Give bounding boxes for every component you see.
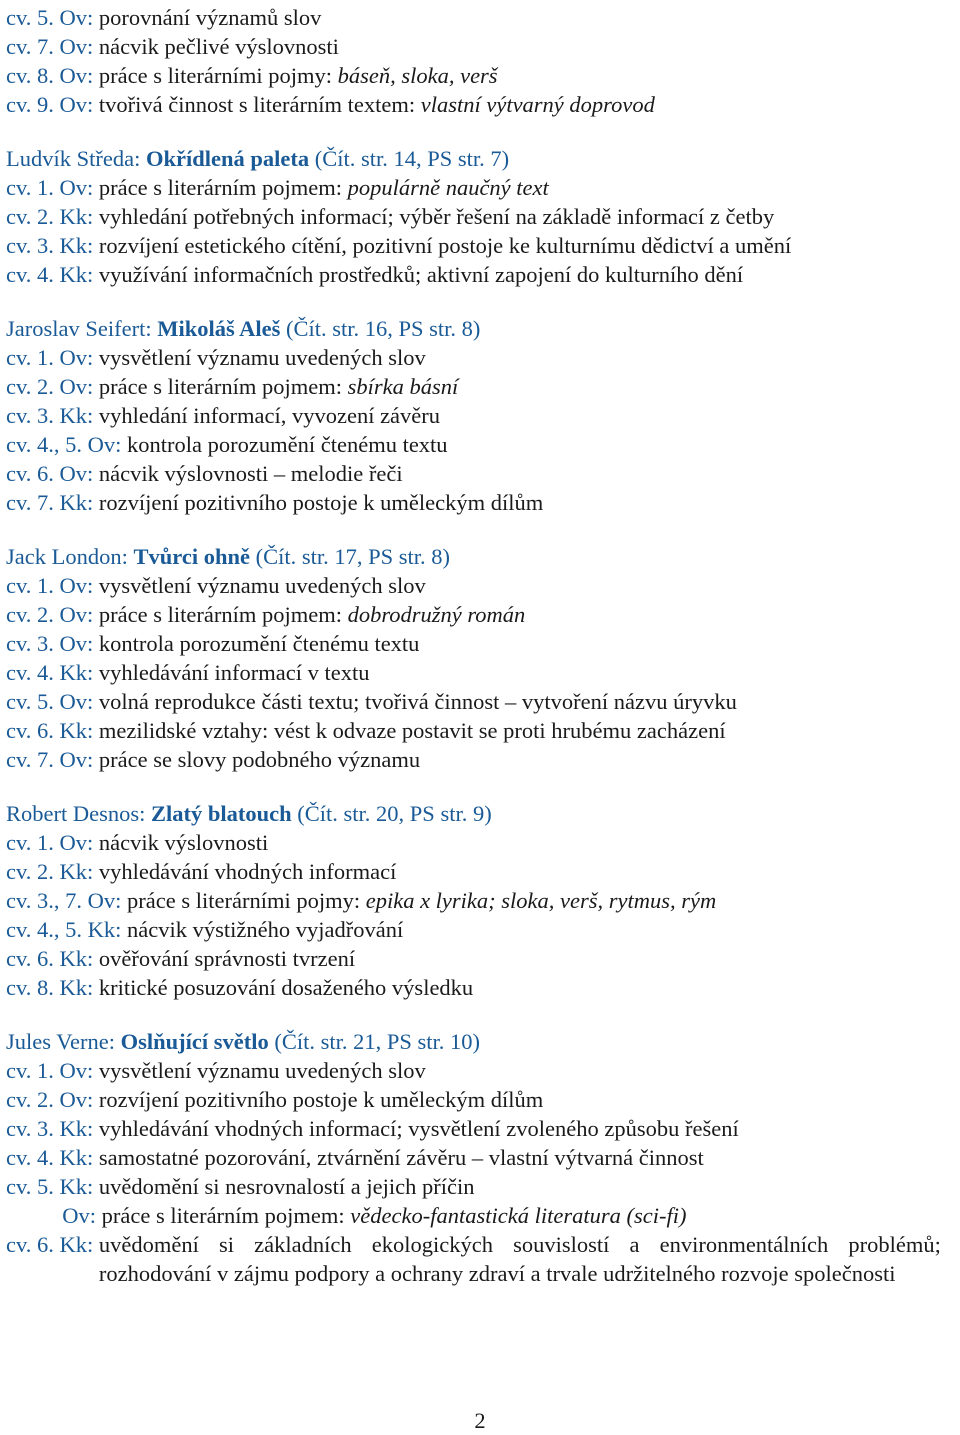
exercise-item: [6, 90, 956, 119]
section: [6, 799, 956, 1002]
exercise-description: vyhledání informací, vyvození závěru: [98, 403, 441, 428]
exercise-description: mezilidské vztahy: vést k odvaze postavit se proti hrubému zacházení: [98, 718, 726, 743]
exercise-label: cv. 5. Kk:: [6, 1174, 99, 1199]
exercise-item: [6, 600, 956, 629]
exercise-description: využívání informačních prostředků; aktivní zapojení do kulturního dění: [98, 262, 744, 287]
exercise-text: [99, 32, 339, 61]
exercise-text: [99, 173, 549, 202]
exercise-label: cv. 3. Kk:: [6, 1116, 99, 1141]
section: [6, 1027, 956, 1288]
exercise-description: volná reprodukce části textu; tvořivá činnost – vytvoření názvu úryvku: [98, 689, 737, 714]
exercise-text: [127, 915, 403, 944]
exercise-label: cv. 2. Ov:: [6, 602, 99, 627]
exercise-label: cv. 2. Kk:: [6, 204, 99, 229]
exercise-item: [6, 1056, 956, 1085]
exercise-label: cv. 8. Kk:: [6, 975, 99, 1000]
exercise-item: [6, 372, 956, 401]
section-header: [6, 542, 956, 571]
exercise-text: [99, 857, 396, 886]
exercise-label: cv. 1. Ov:: [6, 573, 99, 598]
exercise-description: nácvik výslovnosti: [98, 830, 269, 855]
exercise-label: cv. 1. Ov:: [6, 175, 99, 200]
exercise-label: cv. 3., 7. Ov:: [6, 888, 128, 913]
section-header: [6, 1027, 956, 1056]
literary-term: vědecko-fantastická literatura (sci-fi): [350, 1203, 687, 1228]
exercise-label: cv. 4. Kk:: [6, 1145, 99, 1170]
literary-term: sbírka básní: [347, 374, 459, 399]
exercise-label: cv. 1. Ov:: [6, 345, 99, 370]
exercise-item: [6, 459, 956, 488]
exercise-description: ověřování správnosti tvrzení: [98, 946, 356, 971]
author-name: Jules Verne:: [6, 1029, 121, 1054]
author-name: Robert Desnos:: [6, 801, 151, 826]
exercise-description: vysvětlení významu uvedených slov: [98, 1058, 426, 1083]
exercise-item: [6, 3, 956, 32]
exercise-item: [6, 343, 956, 372]
exercise-description: uvědomění si základních ekologických souvislostí a environmentálních problémů; rozhodování v zájmu podpory a ochrany zdraví a trvale udržitelného rozvoje společnosti: [98, 1232, 941, 1286]
exercise-text: [99, 1230, 941, 1288]
work-title: Mikoláš Aleš: [157, 316, 281, 341]
exercise-label: cv. 4., 5. Kk:: [6, 917, 128, 942]
exercise-label: cv. 6. Kk:: [6, 946, 99, 971]
exercise-label: cv. 1. Ov:: [6, 830, 99, 855]
exercise-item: [6, 687, 956, 716]
exercise-text: [99, 488, 543, 517]
exercise-text: [99, 202, 774, 231]
exercise-description: tvořivá činnost s literárním textem:: [98, 92, 421, 117]
exercise-description: vysvětlení významu uvedených slov: [98, 573, 426, 598]
exercise-item: [6, 629, 956, 658]
exercise-label: cv. 5. Ov:: [6, 5, 99, 30]
exercise-label: cv. 2. Ov:: [6, 1087, 99, 1112]
exercise-text: [99, 716, 726, 745]
exercise-text: [99, 745, 420, 774]
exercise-description: práce s literárním pojmem:: [98, 175, 348, 200]
exercise-description: porovnání významů slov: [98, 5, 322, 30]
exercise-item: [6, 61, 956, 90]
literary-term: báseň, sloka, verš: [337, 63, 498, 88]
exercise-item: [6, 944, 956, 973]
exercise-item: [6, 973, 956, 1002]
exercise-description: rozvíjení pozitivního postoje k uměleckým dílům: [98, 1087, 544, 1112]
exercise-description: vyhledání potřebných informací; výběr řešení na základě informací z četby: [98, 204, 775, 229]
exercise-description: vyhledávání vhodných informací; vysvětlení zvoleného způsobu řešení: [98, 1116, 739, 1141]
author-name: Jack London:: [6, 544, 134, 569]
exercise-item: [6, 1201, 956, 1230]
exercise-item: [6, 1085, 956, 1114]
exercise-description: práce se slovy podobného významu: [98, 747, 421, 772]
exercise-text: [127, 430, 448, 459]
exercise-text: [99, 260, 743, 289]
literary-term: vlastní výtvarný doprovod: [420, 92, 655, 117]
exercise-text: [99, 1143, 704, 1172]
document-page: [6, 3, 956, 1313]
exercise-description: práce s literárními pojmy:: [98, 63, 338, 88]
exercise-item: [6, 1230, 956, 1288]
exercise-item: [6, 231, 956, 260]
exercise-text: [99, 1085, 543, 1114]
exercise-description: samostatné pozorování, ztvárnění závěru – vlastní výtvarná činnost: [98, 1145, 704, 1170]
exercise-item: [6, 886, 956, 915]
literary-term: dobrodružný román: [347, 602, 526, 627]
exercise-description: kontrola porozumění čtenému textu: [127, 432, 448, 457]
exercise-text: [99, 90, 655, 119]
exercise-text: [99, 828, 268, 857]
exercise-item: [6, 658, 956, 687]
exercise-label: cv. 2. Ov:: [6, 374, 99, 399]
exercise-label: cv. 6. Kk:: [6, 718, 99, 743]
exercise-description: rozvíjení estetického cítění, pozitivní postoje ke kulturnímu dědictví a umění: [98, 233, 792, 258]
exercise-label: cv. 7. Ov:: [6, 747, 99, 772]
exercise-item: [6, 915, 956, 944]
work-title: Oslňující světlo: [120, 1029, 269, 1054]
exercise-item: [6, 173, 956, 202]
author-name: Ludvík Středa:: [6, 146, 146, 171]
exercise-item: [6, 430, 956, 459]
exercise-text: [99, 3, 321, 32]
work-title: Okřídlená paleta: [145, 146, 310, 171]
exercise-item: [6, 1172, 956, 1201]
exercise-text: [99, 459, 403, 488]
exercise-label: cv. 6. Ov:: [6, 461, 99, 486]
exercise-item: [6, 716, 956, 745]
exercise-label: Ov:: [6, 1203, 102, 1228]
page-references: (Čít. str. 17, PS str. 8): [249, 544, 451, 569]
author-name: Jaroslav Seifert:: [6, 316, 158, 341]
exercise-text: [99, 571, 426, 600]
exercise-description: kontrola porozumění čtenému textu: [98, 631, 420, 656]
exercise-description: nácvik pečlivé výslovnosti: [98, 34, 339, 59]
section: [6, 542, 956, 774]
section: [6, 314, 956, 517]
exercise-item: [6, 571, 956, 600]
exercise-label: cv. 5. Ov:: [6, 689, 99, 714]
exercise-text: [99, 1172, 475, 1201]
section-header: [6, 314, 956, 343]
exercise-item: [6, 828, 956, 857]
exercise-label: cv. 9. Ov:: [6, 92, 99, 117]
exercise-label: cv. 3. Kk:: [6, 403, 99, 428]
exercise-text: [99, 1056, 426, 1085]
exercise-label: cv. 4. Kk:: [6, 262, 99, 287]
exercise-description: uvědomění si nesrovnalostí a jejich příčin: [98, 1174, 475, 1199]
exercise-description: vyhledávání informací v textu: [98, 660, 370, 685]
exercise-item: [6, 488, 956, 517]
exercise-description: vyhledávání vhodných informací: [98, 859, 397, 884]
exercise-label: cv. 3. Kk:: [6, 233, 99, 258]
exercise-text: [99, 944, 355, 973]
exercise-description: práce s literárním pojmem:: [101, 1203, 351, 1228]
exercise-label: cv. 2. Kk:: [6, 859, 99, 884]
exercise-item: [6, 1143, 956, 1172]
exercise-item: [6, 260, 956, 289]
exercise-text: [99, 658, 370, 687]
exercise-text: [102, 1201, 687, 1230]
page-references: (Čít. str. 16, PS str. 8): [280, 316, 481, 341]
exercise-label: cv. 7. Kk:: [6, 490, 99, 515]
section: [6, 3, 956, 119]
exercise-description: práce s literárním pojmem:: [98, 374, 348, 399]
page-references: (Čít. str. 21, PS str. 10): [268, 1029, 481, 1054]
section-header: [6, 144, 956, 173]
exercise-text: [99, 61, 498, 90]
exercise-description: rozvíjení pozitivního postoje k uměleckým dílům: [98, 490, 544, 515]
literary-term: epika x lyrika; sloka, verš, rytmus, rým: [365, 888, 717, 913]
exercise-item: [6, 202, 956, 231]
exercise-label: cv. 7. Ov:: [6, 34, 99, 59]
exercise-description: práce s literárními pojmy:: [127, 888, 366, 913]
exercise-text: [99, 231, 791, 260]
exercise-text: [99, 372, 458, 401]
work-title: Zlatý blatouch: [151, 801, 292, 826]
exercise-text: [99, 401, 440, 430]
exercise-label: cv. 4., 5. Ov:: [6, 432, 128, 457]
exercise-text: [99, 600, 525, 629]
exercise-label: cv. 4. Kk:: [6, 660, 99, 685]
exercise-item: [6, 857, 956, 886]
literary-term: populárně naučný text: [347, 175, 549, 200]
exercise-description: nácvik výstižného vyjadřování: [127, 917, 404, 942]
page-references: (Čít. str. 14, PS str. 7): [309, 146, 510, 171]
exercise-label: cv. 6. Kk:: [6, 1232, 99, 1257]
exercise-item: [6, 1114, 956, 1143]
work-title: Tvůrci ohně: [133, 544, 250, 569]
exercise-item: [6, 745, 956, 774]
exercise-item: [6, 401, 956, 430]
exercise-text: [99, 343, 426, 372]
exercise-description: nácvik výslovnosti – melodie řeči: [98, 461, 403, 486]
exercise-text: [99, 1114, 739, 1143]
exercise-text: [99, 973, 473, 1002]
section-header: [6, 799, 956, 828]
section: [6, 144, 956, 289]
exercise-label: cv. 3. Ov:: [6, 631, 99, 656]
exercise-description: kritické posuzování dosaženého výsledku: [98, 975, 474, 1000]
exercise-description: práce s literárním pojmem:: [98, 602, 348, 627]
exercise-text: [99, 687, 737, 716]
page-number: 2: [474, 1408, 486, 1433]
exercise-label: cv. 1. Ov:: [6, 1058, 99, 1083]
exercise-label: cv. 8. Ov:: [6, 63, 99, 88]
exercise-text: [127, 886, 716, 915]
page-references: (Čít. str. 20, PS str. 9): [291, 801, 492, 826]
exercise-text: [99, 629, 420, 658]
exercise-description: vysvětlení významu uvedených slov: [98, 345, 426, 370]
exercise-item: [6, 32, 956, 61]
